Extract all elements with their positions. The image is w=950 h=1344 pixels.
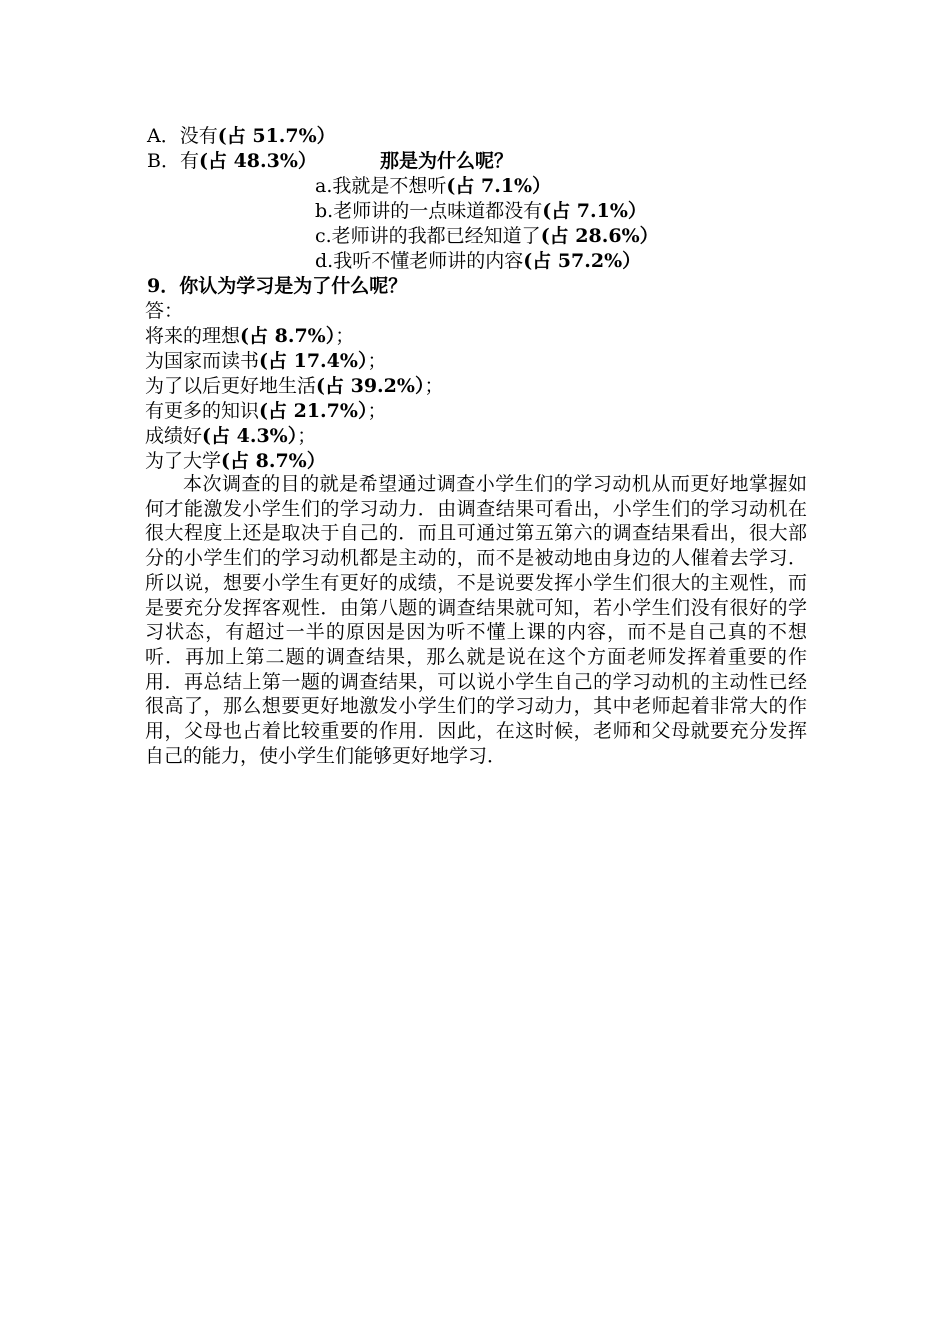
reason-text: a.我就是不想听 — [315, 175, 447, 197]
answer-item — [145, 449, 326, 474]
answer-text: 将来的理想 — [145, 325, 241, 347]
option-b — [147, 149, 317, 174]
option-a-text: 没有 — [179, 125, 218, 147]
answer-item — [145, 424, 316, 449]
option-a-prefix: A． — [147, 125, 180, 147]
answer-tail: ； — [367, 350, 387, 372]
reason-percent: (占 28.6%） — [540, 225, 659, 247]
answer-text: 为了大学 — [145, 450, 222, 472]
option-a-percent: (占 51.7%） — [217, 125, 336, 147]
answer-tail: ； — [424, 375, 444, 397]
reason-percent: (占 7.1%） — [542, 200, 647, 222]
conclusion-paragraph: 本次调查的目的就是希望通过调查小学生们的学习动机从而更好地掌握如何才能激发小学生们的学习动力．由调查结果可看出，小学生们的学习动机在很大程度上还是取决于自己的．而且可通过第五第六的调查结果看出，很大部分的小学生们的学习动机都是主动的，而不是被动地由身边的人催着去学习．所以说，想要小学生有更好的成绩，不是说要发挥小学生们很大的主观性，而是要充分发挥客观性．由第八题的调查结果就可知，若小学生们没有很好的学习状态，有超过一半的原因是因为听不懂上课的内容，而不是自己真的不想听．再加上第二题的调查结果，那么就是说在这个方面老师发挥着重要的作用．再总结上第一题的调查结果，可以说小学生自己的学习动机的主动性已经很高了，那么想要更好地激发小学生们的学习动力，其中老师起着非常大的作用，父母也占着比较重要的作用．因此，在这时候，老师和父母就要充分发挥自己的能力，使小学生们能够更好地学习． — [145, 473, 807, 767]
option-b-percent: (占 48.3%） — [198, 150, 317, 172]
answer-text: 为了以后更好地生活 — [145, 375, 317, 397]
answer-text: 有更多的知识 — [145, 400, 260, 422]
reason-a — [315, 174, 551, 199]
answer-tail: ； — [335, 325, 355, 347]
reason-percent: (占 57.2%） — [523, 250, 642, 272]
answer-label: 答： — [145, 300, 184, 322]
answer-percent: (占 4.3%） — [202, 425, 298, 447]
followup-question: 那是为什么呢？ — [380, 150, 514, 172]
answer-item — [145, 324, 354, 349]
answer-item — [145, 349, 386, 374]
answer-percent: (占 8.7%） — [240, 325, 336, 347]
option-b-prefix: B． — [147, 150, 180, 172]
reason-c — [315, 224, 659, 249]
answer-text: 为国家而读书 — [145, 350, 260, 372]
answer-text: 成绩好 — [145, 425, 203, 447]
reason-text: b.老师讲的一点味道都没有 — [315, 200, 543, 222]
answer-percent: (占 21.7%） — [259, 400, 368, 422]
answer-tail: ； — [297, 425, 317, 447]
answer-percent: (占 39.2%） — [316, 375, 425, 397]
answer-item — [145, 374, 443, 399]
answer-tail: ； — [367, 400, 387, 422]
answer-percent: (占 17.4%） — [259, 350, 368, 372]
reason-text: d.我听不懂老师讲的内容 — [315, 250, 524, 272]
answer-percent: (占 8.7%） — [221, 450, 326, 472]
option-b-text: 有 — [179, 150, 199, 172]
question-9: 9．你认为学习是为了什么呢？ — [147, 275, 408, 297]
option-a — [147, 124, 336, 149]
answer-item — [145, 399, 386, 424]
reason-d — [315, 249, 641, 274]
reason-percent: (占 7.1%） — [446, 175, 552, 197]
reason-text: c.老师讲的我都已经知道了 — [315, 225, 541, 247]
reason-b — [315, 199, 647, 224]
